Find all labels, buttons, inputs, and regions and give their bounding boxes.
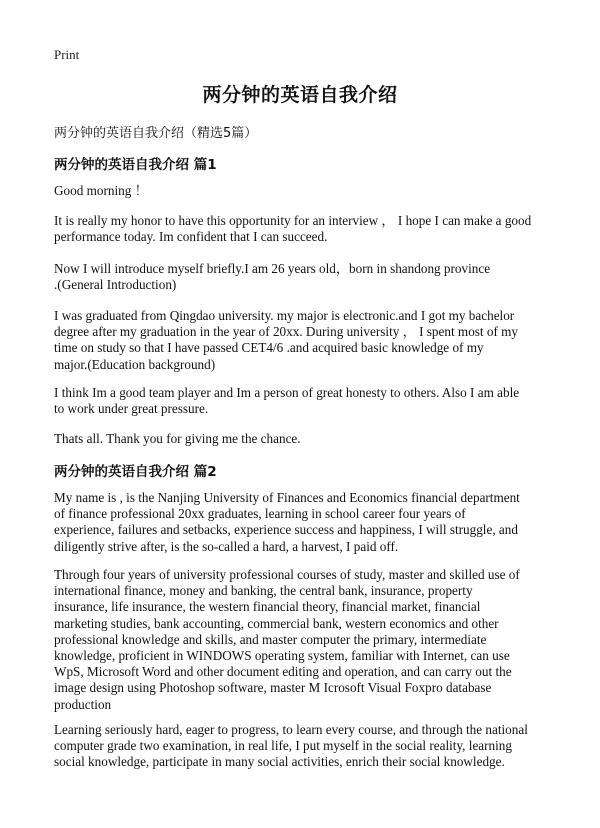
page-title: 两分钟的英语自我介绍 [202, 84, 398, 106]
paragraph-line: .(General Introduction) [54, 277, 177, 293]
paragraph [54, 722, 554, 771]
paragraph-line: My name is , is the Nanjing University of Finances and Economics financial department [54, 490, 520, 505]
paragraph-line: computer grade two examination, in real life, I put myself in the social reality, learning [54, 738, 512, 754]
paragraph-line: diligently strive after, is the so-called a hard, a harvest, I paid off. [54, 538, 399, 554]
paragraph [54, 431, 554, 447]
paragraph-line: Through four years of university professional courses of study, master and skilled use of [54, 567, 520, 582]
paragraph-line: social knowledge, participate in many social activities, enrich their social knowledge. [54, 754, 505, 770]
paragraph-line: Learning seriously hard, eager to progress, to learn every course, and through the national [54, 722, 528, 737]
print-link[interactable]: Print [54, 47, 80, 62]
paragraph [54, 261, 554, 293]
paragraph-line: major.(Education background) [54, 356, 216, 372]
paragraph-line: marketing studies, bank accounting, commercial bank, western economics and other [54, 615, 499, 631]
paragraph [54, 308, 554, 373]
paragraph-line: Good morning ！ [54, 183, 148, 198]
paragraph-line: I was graduated from Qingdao university. my major is electronic.and I got my bachelor [54, 308, 515, 323]
paragraph-line: international finance, money and banking, the central bank, insurance, property [54, 583, 473, 599]
paragraph-line: It is really my honor to have this opportunity for an interview ， I hope I can make a good [54, 213, 532, 228]
paragraph-line: image design using Photoshop software, master M Icrosoft Visual Foxpro database [54, 680, 492, 696]
paragraph [54, 385, 554, 417]
paragraph-line: professional knowledge and skills, and master computer the primary, intermediate [54, 631, 487, 647]
paragraph-line: Thats all. Thank you for giving me the chance. [54, 431, 301, 446]
paragraph-line: production [54, 696, 112, 712]
paragraph-line: knowledge, proficient in WINDOWS operating system, familiar with Internet, can use [54, 648, 510, 664]
paragraph-line: experience, failures and setbacks, experience success and happiness, I will struggle, and [54, 522, 518, 538]
section-heading-1: 两分钟的英语自我介绍 篇1 [54, 157, 217, 173]
paragraph-line: performance today. Im confident that I can succeed. [54, 229, 328, 245]
paragraph [54, 183, 554, 199]
paragraph [54, 213, 554, 245]
paragraph-line: degree after my graduation in the year of 20xx. During university ， I spent most of my [54, 324, 519, 340]
paragraph-line: Now I will introduce myself briefly.I am 26 years old，born in shandong province [54, 261, 491, 276]
paragraph-line: to work under great pressure. [54, 401, 209, 417]
paragraph-line: of finance professional 20xx graduates, learning in school career four years of [54, 506, 466, 522]
page-subtitle: 两分钟的英语自我介绍（精选5篇） [54, 126, 258, 141]
paragraph [54, 567, 554, 713]
paragraph [54, 490, 554, 555]
paragraph-line: insurance, life insurance, the western financial theory, financial market, financial [54, 599, 481, 615]
paragraph-line: I think Im a good team player and Im a person of great honesty to others. Also I am able [54, 385, 520, 400]
paragraph-line: WpS, Microsoft Word and other document editing and operation, and can carry out the [54, 664, 512, 680]
paragraph-line: time on study so that I have passed CET4/6 .and acquired basic knowledge of my [54, 340, 484, 356]
section-heading-2: 两分钟的英语自我介绍 篇2 [54, 464, 217, 480]
